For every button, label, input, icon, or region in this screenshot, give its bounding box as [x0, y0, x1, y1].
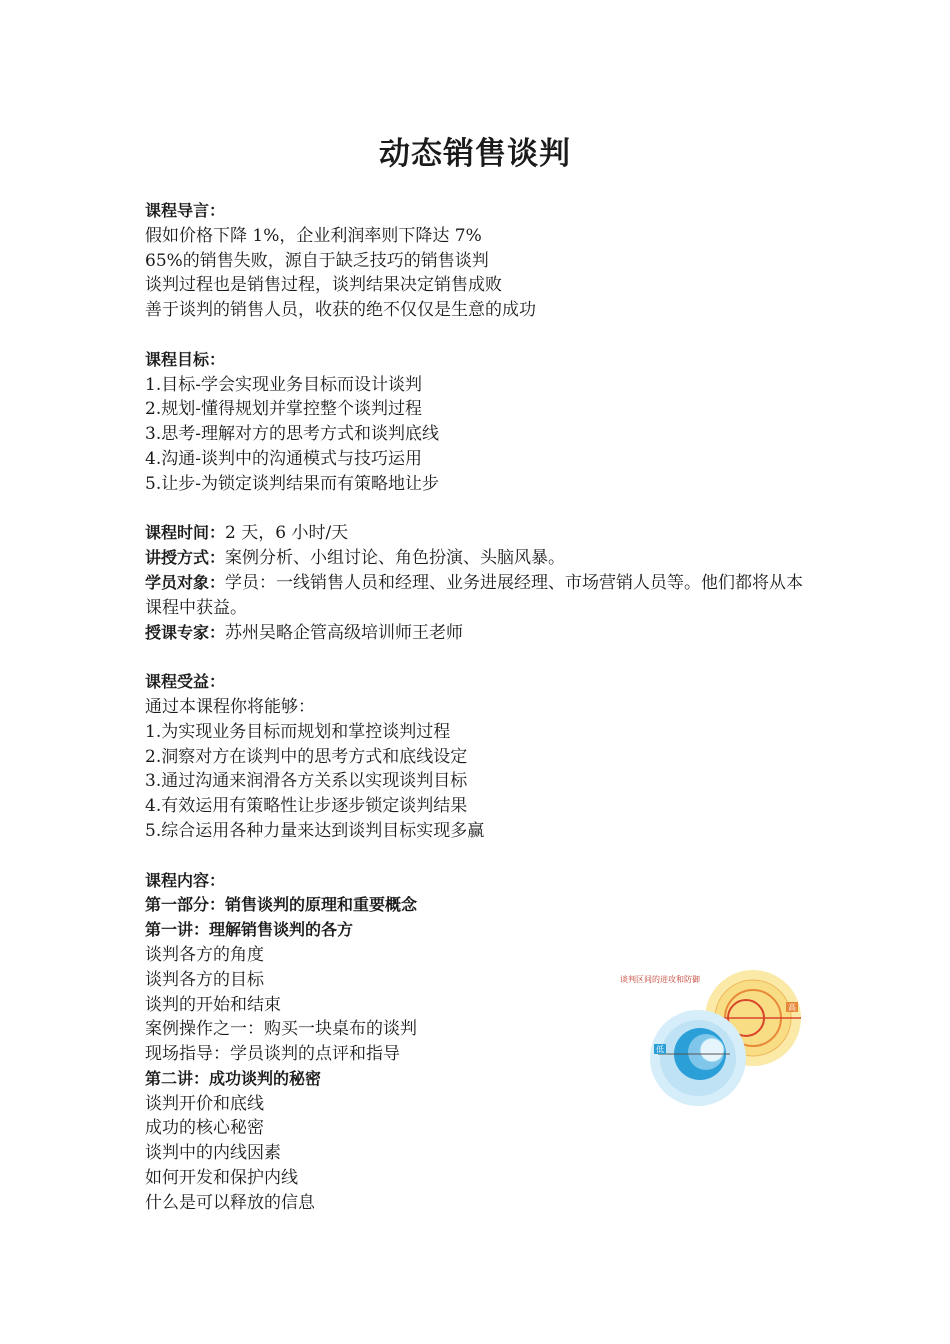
goal-item: 3.思考-理解对方的思考方式和谈判底线: [145, 424, 439, 445]
course-time-value: 2 天，6 小时/天: [225, 523, 349, 544]
lecture-item: 谈判的开始和结束: [145, 994, 281, 1015]
high-label: 高: [788, 1003, 796, 1012]
lecture-item: 案例操作之一：购买一块桌布的谈判: [145, 1019, 417, 1040]
instructor: [145, 621, 815, 646]
course-time-label: 课程时间：: [145, 523, 226, 543]
lecture-item: 什么是可以释放的信息: [145, 1192, 315, 1213]
instructor-label: 授课专家：: [145, 622, 226, 642]
intro-line: 善于谈判的销售人员，收获的绝不仅仅是生意的成功: [145, 300, 536, 321]
lecture-heading: 第一讲：理解销售谈判的各方: [145, 920, 354, 940]
negotiation-range-diagram: [618, 968, 808, 1108]
benefits-lead: 通过本课程你将能够：: [145, 696, 315, 717]
diagram-caption: 谈判区间的进攻和防御: [620, 975, 700, 984]
lecture-item: 谈判中的内线因素: [145, 1143, 281, 1164]
lecture-item: 现场指导：学员谈判的点评和指导: [145, 1044, 400, 1065]
goal-item: 1.目标-学会实现业务目标而设计谈判: [145, 374, 422, 395]
instructor-value: 苏州吴略企管高级培训师王老师: [225, 622, 464, 643]
benefit-item: 4.有效运用有策略性让步逐步锁定谈判结果: [145, 796, 468, 817]
lecture-item: 谈判开价和底线: [145, 1093, 264, 1114]
benefit-item: 1.为实现业务目标而规划和掌控谈判过程: [145, 721, 451, 742]
intro-line: 假如价格下降 1%，企业利润率则下降达 7%: [145, 225, 482, 246]
lecture-item: 如何开发和保护内线: [145, 1168, 298, 1189]
low-circles: [650, 1010, 746, 1106]
target-audience: [145, 571, 815, 621]
low-circle-inner: [700, 1038, 724, 1062]
course-time: [145, 521, 815, 546]
intro-line: 65%的销售失败，源自于缺乏技巧的销售谈判: [145, 250, 489, 271]
intro-heading: 课程导言：: [145, 201, 226, 220]
lecture-heading: 第二讲：成功谈判的秘密: [145, 1068, 322, 1088]
target-audience-label: 学员对象：: [145, 572, 226, 592]
benefit-item: 5.综合运用各种力量来达到谈判目标实现多赢: [145, 820, 485, 841]
content-heading: 课程内容：: [145, 870, 226, 890]
teaching-method-value: 案例分析、小组讨论、角色扮演、头脑风暴。: [225, 548, 566, 569]
benefits-heading: 课程受益：: [145, 672, 226, 692]
negotiation-range-svg: [618, 968, 808, 1108]
lecture-item: 谈判各方的目标: [145, 969, 264, 990]
goal-item: 4.沟通-谈判中的沟通模式与技巧运用: [145, 448, 422, 469]
goals-heading: 课程目标：: [145, 349, 226, 369]
goal-item: 2.规划-懂得规划并掌控整个谈判过程: [145, 399, 422, 420]
low-label: 低: [656, 1045, 664, 1054]
teaching-method-label: 讲授方式：: [145, 548, 226, 568]
target-audience-value: 学员：一线销售人员和经理、业务进展经理、市场营销人员等。他们都将从本课程中获益。: [145, 572, 804, 618]
benefit-item: 2.洞察对方在谈判中的思考方式和底线设定: [145, 746, 468, 767]
benefit-item: 3.通过沟通来润滑各方关系以实现谈判目标: [145, 771, 468, 792]
part-heading: 第一部分：销售谈判的原理和重要概念: [145, 895, 418, 915]
teaching-method: [145, 546, 815, 571]
lecture-item: 谈判各方的角度: [145, 944, 264, 965]
goal-item: 5.让步-为锁定谈判结果而有策略地让步: [145, 473, 439, 494]
lecture-item: 成功的核心秘密: [145, 1118, 264, 1139]
intro-line: 谈判过程也是销售过程，谈判结果决定销售成败: [145, 275, 502, 296]
page-title: 动态销售谈判: [379, 136, 571, 172]
